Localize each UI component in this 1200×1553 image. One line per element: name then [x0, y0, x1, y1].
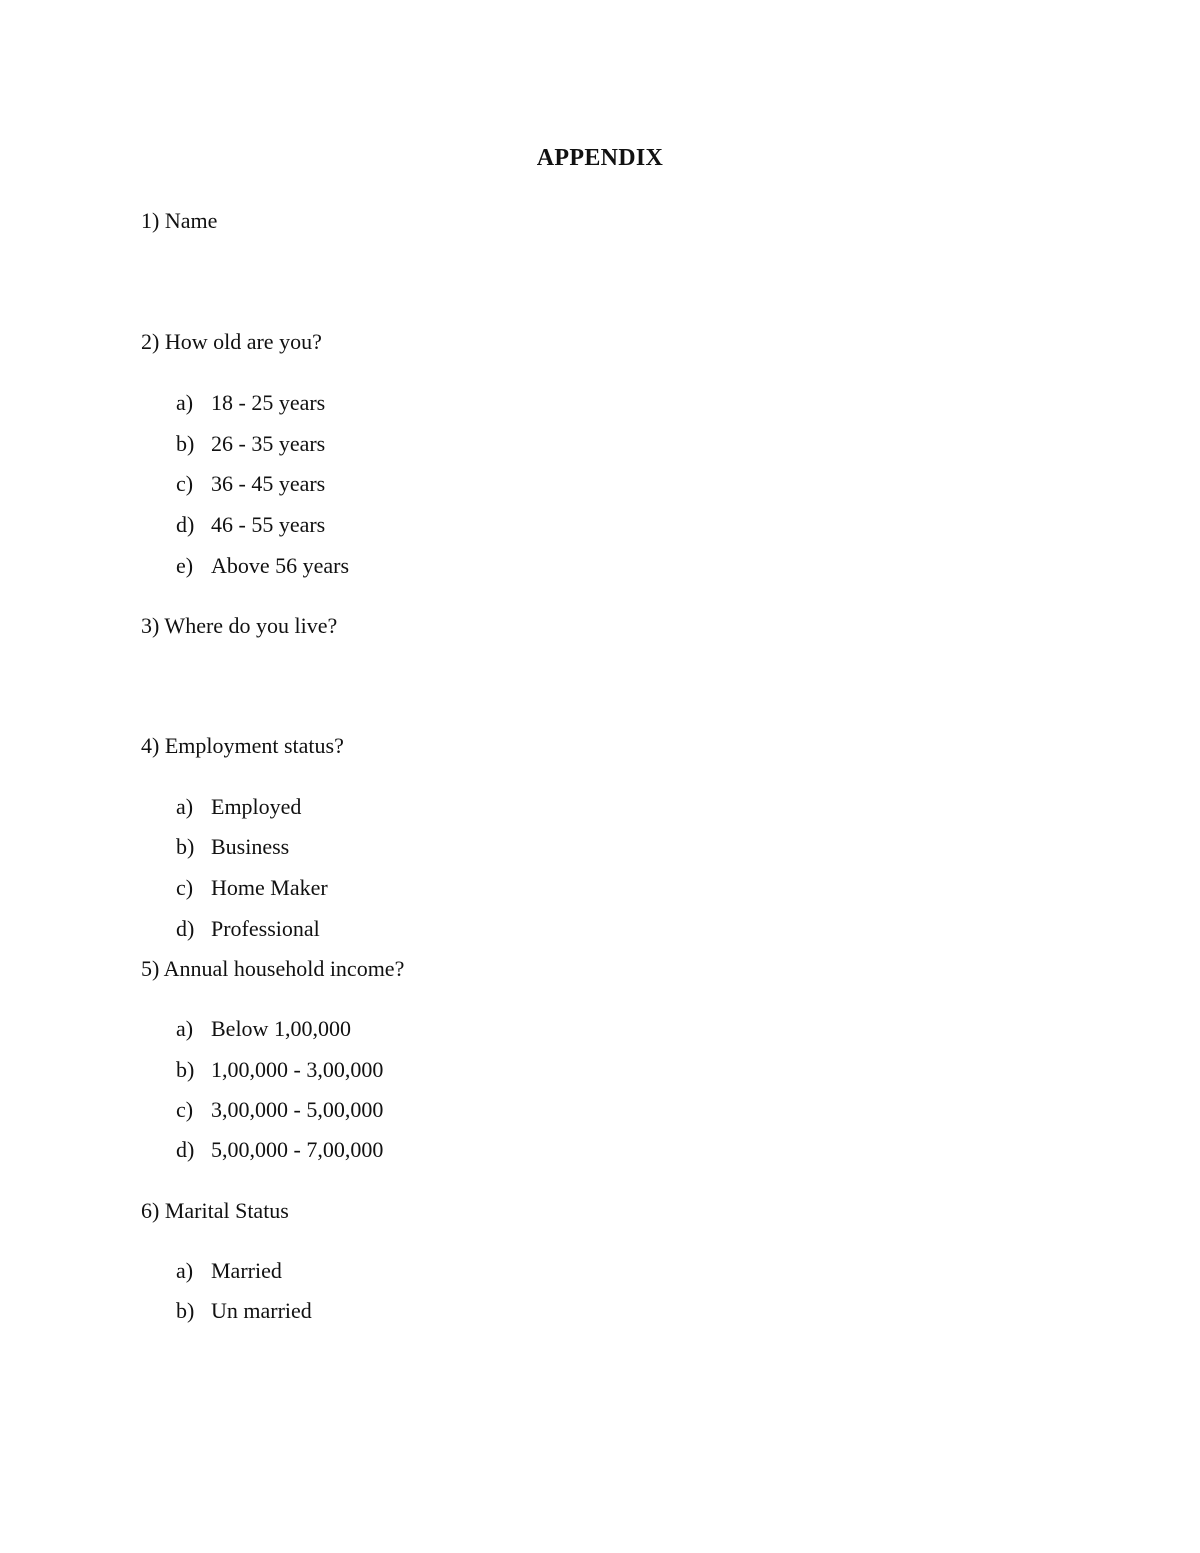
- list-item: [176, 389, 325, 417]
- question-employment: 4) Employment status?: [141, 733, 344, 758]
- list-item: [176, 874, 328, 902]
- list-item: [176, 1015, 351, 1043]
- list-item: [176, 1056, 383, 1084]
- option-text: Employed: [211, 794, 302, 819]
- option-letter: e): [176, 553, 194, 578]
- option-text: 3,00,000 - 5,00,000: [211, 1097, 384, 1122]
- list-item: [176, 793, 301, 821]
- option-text: Home Maker: [211, 875, 328, 900]
- list-item: [176, 552, 349, 580]
- list-item: [176, 1297, 312, 1325]
- list-item: [176, 1257, 282, 1285]
- list-item: [176, 511, 325, 539]
- option-text: 36 - 45 years: [211, 471, 326, 496]
- option-text: 1,00,000 - 3,00,000: [211, 1057, 384, 1082]
- option-letter: c): [176, 1097, 194, 1122]
- list-item: [176, 915, 320, 943]
- option-letter: b): [176, 1298, 195, 1323]
- option-letter: a): [176, 794, 194, 819]
- option-letter: a): [176, 1258, 194, 1283]
- question-residence: 3) Where do you live?: [141, 613, 338, 638]
- option-letter: d): [176, 1137, 195, 1162]
- option-text: Below 1,00,000: [211, 1016, 351, 1041]
- list-item: [176, 833, 289, 861]
- option-text: 18 - 25 years: [211, 390, 326, 415]
- option-letter: d): [176, 512, 195, 537]
- list-item: [176, 1136, 383, 1164]
- option-letter: b): [176, 431, 195, 456]
- option-text: Married: [211, 1258, 282, 1283]
- option-text: Un married: [211, 1298, 312, 1323]
- option-letter: c): [176, 875, 194, 900]
- option-text: Professional: [211, 916, 320, 941]
- list-item: [176, 470, 325, 498]
- option-letter: b): [176, 1057, 195, 1082]
- option-letter: d): [176, 916, 195, 941]
- option-text: 5,00,000 - 7,00,000: [211, 1137, 384, 1162]
- option-letter: a): [176, 390, 194, 415]
- question-age: 2) How old are you?: [141, 329, 322, 354]
- question-marital-status: 6) Marital Status: [141, 1198, 289, 1223]
- option-text: Business: [211, 834, 290, 859]
- option-letter: c): [176, 471, 194, 496]
- question-name: 1) Name: [141, 208, 218, 233]
- question-income: 5) Annual household income?: [141, 956, 405, 981]
- option-text: 46 - 55 years: [211, 512, 326, 537]
- list-item: [176, 1096, 383, 1124]
- option-letter: a): [176, 1016, 194, 1041]
- page-title: APPENDIX: [536, 145, 664, 171]
- option-text: Above 56 years: [211, 553, 350, 578]
- option-text: 26 - 35 years: [211, 431, 326, 456]
- list-item: [176, 430, 325, 458]
- option-letter: b): [176, 834, 195, 859]
